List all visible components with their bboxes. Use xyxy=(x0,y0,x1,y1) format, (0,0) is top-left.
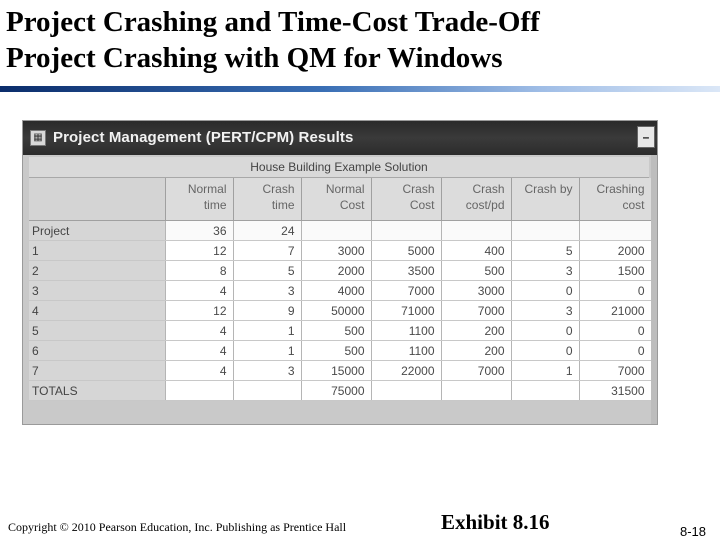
header-crashing-cost[interactable] xyxy=(579,178,651,221)
title-divider xyxy=(0,86,720,92)
row-label-cell[interactable]: Project xyxy=(29,221,165,241)
table-cell[interactable]: 24 xyxy=(233,221,301,241)
table-cell[interactable]: 8 xyxy=(165,261,233,281)
table-cell[interactable]: 5 xyxy=(511,241,579,261)
table-cell[interactable]: 5000 xyxy=(371,241,441,261)
row-label-cell[interactable]: TOTALS xyxy=(29,381,165,401)
header-label: cost xyxy=(622,198,645,212)
table-row[interactable] xyxy=(29,281,651,301)
table-row[interactable] xyxy=(29,361,651,381)
table-cell[interactable]: 1500 xyxy=(579,261,651,281)
table-cell[interactable]: 1100 xyxy=(371,341,441,361)
app-window-icon[interactable]: ▦ xyxy=(30,130,46,146)
table-cell[interactable] xyxy=(371,221,441,241)
table-cell[interactable]: 31500 xyxy=(579,381,651,401)
row-label-cell[interactable]: 1 xyxy=(29,241,165,261)
row-label-cell[interactable]: 6 xyxy=(29,341,165,361)
header-label: Crash xyxy=(262,182,295,196)
table-cell[interactable]: 9 xyxy=(233,301,301,321)
table-cell[interactable]: 21000 xyxy=(579,301,651,321)
table-row[interactable] xyxy=(29,341,651,361)
slide-title xyxy=(6,4,706,76)
table-cell[interactable]: 7000 xyxy=(441,361,511,381)
table-cell[interactable] xyxy=(301,221,371,241)
header-crash-by[interactable] xyxy=(511,178,579,221)
table-cell[interactable]: 5 xyxy=(233,261,301,281)
row-label-cell[interactable]: 4 xyxy=(29,301,165,321)
table-cell[interactable]: 4000 xyxy=(301,281,371,301)
table-cell[interactable]: 36 xyxy=(165,221,233,241)
table-cell[interactable]: 400 xyxy=(441,241,511,261)
table-cell[interactable]: 1 xyxy=(233,341,301,361)
table-cell[interactable]: 22000 xyxy=(371,361,441,381)
table-cell[interactable]: 7 xyxy=(233,241,301,261)
table-cell[interactable]: 4 xyxy=(165,321,233,341)
table-cell[interactable]: 3 xyxy=(511,301,579,321)
table-cell[interactable]: 0 xyxy=(579,341,651,361)
table-cell[interactable]: 12 xyxy=(165,301,233,321)
table-cell[interactable]: 200 xyxy=(441,341,511,361)
table-row[interactable] xyxy=(29,321,651,341)
table-row[interactable] xyxy=(29,241,651,261)
table-cell[interactable]: 3 xyxy=(511,261,579,281)
row-label-cell[interactable]: 5 xyxy=(29,321,165,341)
table-cell[interactable]: 12 xyxy=(165,241,233,261)
table-cell[interactable]: 7000 xyxy=(371,281,441,301)
header-label: time xyxy=(271,198,295,212)
table-header-row xyxy=(29,178,651,221)
table-cell[interactable] xyxy=(579,221,651,241)
table-row[interactable] xyxy=(29,301,651,321)
table-cell[interactable]: 15000 xyxy=(301,361,371,381)
table-cell[interactable]: 2000 xyxy=(301,261,371,281)
table-cell[interactable]: 1 xyxy=(233,321,301,341)
table-cell[interactable]: 0 xyxy=(579,281,651,301)
row-label-cell[interactable]: 7 xyxy=(29,361,165,381)
exhibit-label: Exhibit 8.16 xyxy=(441,510,550,534)
table-cell[interactable]: 3500 xyxy=(371,261,441,281)
table-cell[interactable]: 1 xyxy=(511,361,579,381)
table-cell[interactable]: 71000 xyxy=(371,301,441,321)
table-cell[interactable] xyxy=(511,381,579,401)
vertical-scrollbar[interactable] xyxy=(651,155,657,425)
table-cell[interactable]: 3000 xyxy=(441,281,511,301)
table-cell[interactable]: 2000 xyxy=(579,241,651,261)
table-cell[interactable]: 3 xyxy=(233,281,301,301)
table-cell[interactable]: 500 xyxy=(441,261,511,281)
header-crash-time[interactable] xyxy=(233,178,301,221)
results-window xyxy=(22,120,658,425)
table-cell[interactable]: 4 xyxy=(165,341,233,361)
row-label-cell[interactable]: 3 xyxy=(29,281,165,301)
header-label: Crashing xyxy=(596,182,645,196)
header-label: Normal xyxy=(187,182,227,196)
table-cell[interactable] xyxy=(233,381,301,401)
slide-title-line-2: Project Crashing with QM for Windows xyxy=(6,42,503,74)
window-titlebar[interactable] xyxy=(23,121,657,155)
table-cell[interactable] xyxy=(165,381,233,401)
header-row-label xyxy=(29,178,165,221)
table-cell[interactable]: 75000 xyxy=(301,381,371,401)
header-normal-time[interactable] xyxy=(165,178,233,221)
header-crash-cost-per-period[interactable] xyxy=(441,178,511,221)
slide-title-line-1: Project Crashing and Time-Cost Trade-Off xyxy=(6,6,540,38)
table-cell[interactable]: 3 xyxy=(233,361,301,381)
table-cell[interactable]: 4 xyxy=(165,281,233,301)
table-cell[interactable]: 200 xyxy=(441,321,511,341)
table-cell[interactable]: 50000 xyxy=(301,301,371,321)
table-cell[interactable]: 500 xyxy=(301,321,371,341)
page-number: 8-18 xyxy=(679,524,706,539)
solution-caption: House Building Example Solution xyxy=(29,157,649,178)
table-cell[interactable]: 0 xyxy=(511,321,579,341)
header-label: Crash xyxy=(472,182,505,196)
table-cell[interactable]: 500 xyxy=(301,341,371,361)
header-label: Crash xyxy=(402,182,435,196)
header-crash-cost[interactable] xyxy=(371,178,441,221)
table-cell[interactable] xyxy=(511,221,579,241)
table-cell[interactable] xyxy=(441,221,511,241)
header-label: Cost xyxy=(339,198,365,212)
window-title: Project Management (PERT/CPM) Results xyxy=(53,129,354,146)
table-cell[interactable]: 7000 xyxy=(579,361,651,381)
header-label: cost/pd xyxy=(465,198,505,212)
table-cell[interactable] xyxy=(441,381,511,401)
table-cell[interactable]: 7000 xyxy=(441,301,511,321)
table-cell[interactable]: 0 xyxy=(579,321,651,341)
table-cell[interactable]: 0 xyxy=(511,281,579,301)
header-label: Cost xyxy=(409,198,435,212)
table-row[interactable] xyxy=(29,261,651,281)
header-label: time xyxy=(203,198,227,212)
table-cell[interactable]: 4 xyxy=(165,361,233,381)
header-label: Normal xyxy=(325,182,365,196)
table-cell[interactable]: 3000 xyxy=(301,241,371,261)
table-cell[interactable] xyxy=(371,381,441,401)
window-minimize-button[interactable]: – xyxy=(637,126,655,148)
table-row[interactable] xyxy=(29,221,651,241)
copyright-notice: Copyright © 2010 Pearson Education, Inc. Publishing as Prentice Hall xyxy=(8,520,347,534)
table-cell[interactable]: 0 xyxy=(511,341,579,361)
header-normal-cost[interactable] xyxy=(301,178,371,221)
results-table xyxy=(29,178,652,401)
header-label: Crash by xyxy=(524,182,573,196)
table-row[interactable] xyxy=(29,381,651,401)
row-label-cell[interactable]: 2 xyxy=(29,261,165,281)
table-cell[interactable]: 1100 xyxy=(371,321,441,341)
